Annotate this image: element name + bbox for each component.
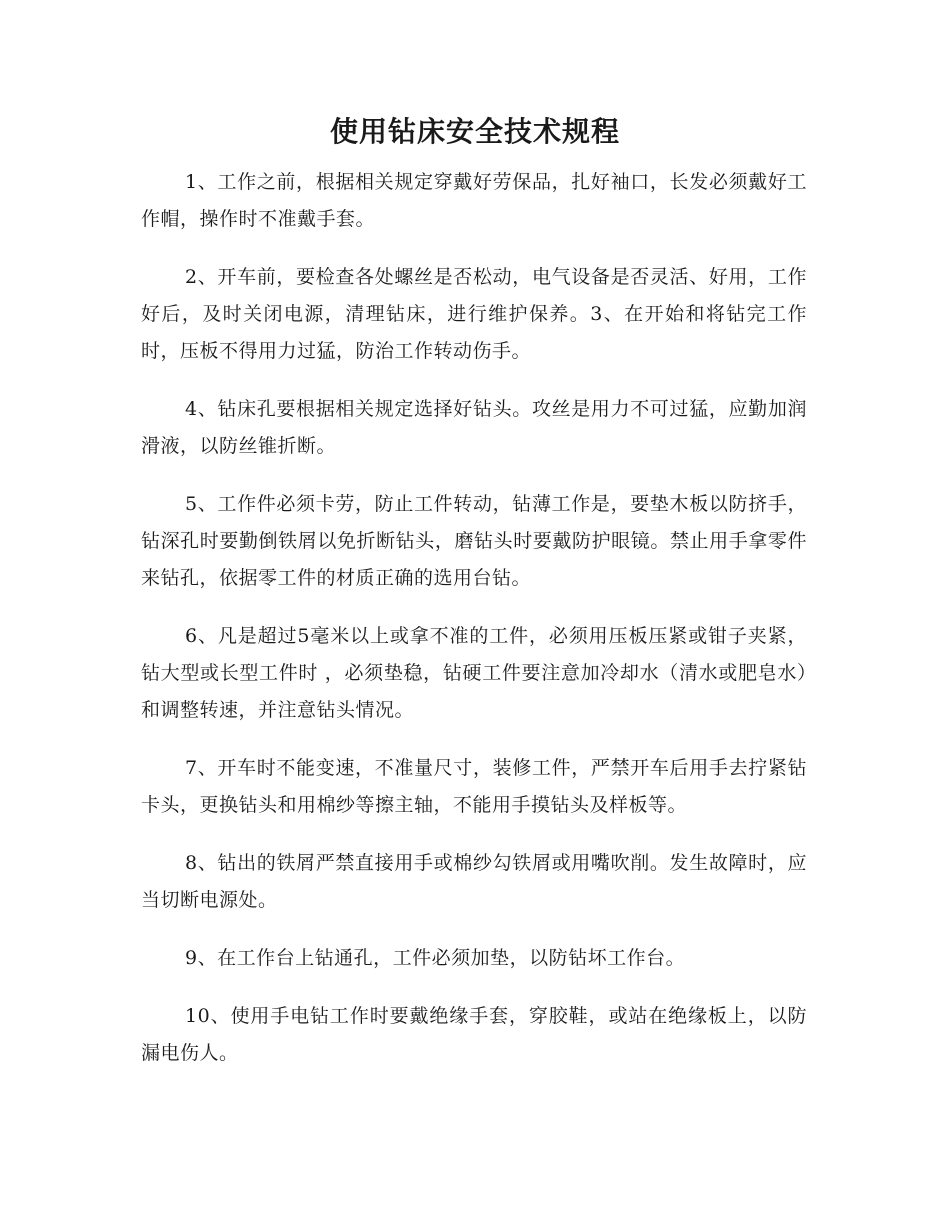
- paragraph-4: 4、钻床孔要根据相关规定选择好钻头。攻丝是用力不可过猛，应勤加润滑液，以防丝锥折断。: [141, 398, 807, 457]
- paragraph-2: 2、开车前，要检查各处螺丝是否松动，电气设备是否灵活、好用，工作好后，及时关闭电源，清理钻床，进行维护保养。3、在开始和将钻完工作时，压板不得用力过猛，防治工作转动伤手。: [141, 266, 807, 362]
- paragraph-5: 5、工作件必须卡劳，防止工件转动，钻薄工作是，要垫木板以防挤手，钻深孔时要勤倒铁屑以免折断钻头，磨钻头时要戴防护眼镜。禁止用手拿零件来钻孔，依据零工件的材质正确的选用台钻。: [141, 493, 807, 589]
- paragraph-10: 10、使用手电钻工作时要戴绝缘手套，穿胶鞋，或站在绝缘板上，以防漏电伤人。: [141, 1005, 807, 1064]
- paragraph-9: 9、在工作台上钻通孔，工件必须加垫，以防钻坏工作台。: [185, 947, 686, 969]
- paragraph-7: 7、开车时不能变速，不准量尺寸，装修工件，严禁开车后用手去拧紧钻卡头，更换钻头和用棉纱等擦主轴，不能用手摸钻头及样板等。: [141, 757, 807, 816]
- paragraph-1: 1、工作之前，根据相关规定穿戴好劳保品，扎好袖口，长发必须戴好工作帽，操作时不准戴手套。: [141, 171, 807, 230]
- paragraph-8: 8、钻出的铁屑严禁直接用手或棉纱勾铁屑或用嘴吹削。发生故障时，应当切断电源处。: [141, 852, 807, 911]
- document-title: 使用钻床安全技术规程: [329, 115, 620, 148]
- document-body: [141, 164, 807, 1093]
- paragraph-6: 6、凡是超过5毫米以上或拿不准的工件，必须用压板压紧或钳子夹紧，钻大型或长型工件时 ，必须垫稳，钻硬工件要注意加冷却水（清水或肥皂水）和调整转速，并注意钻头情况。: [141, 625, 807, 721]
